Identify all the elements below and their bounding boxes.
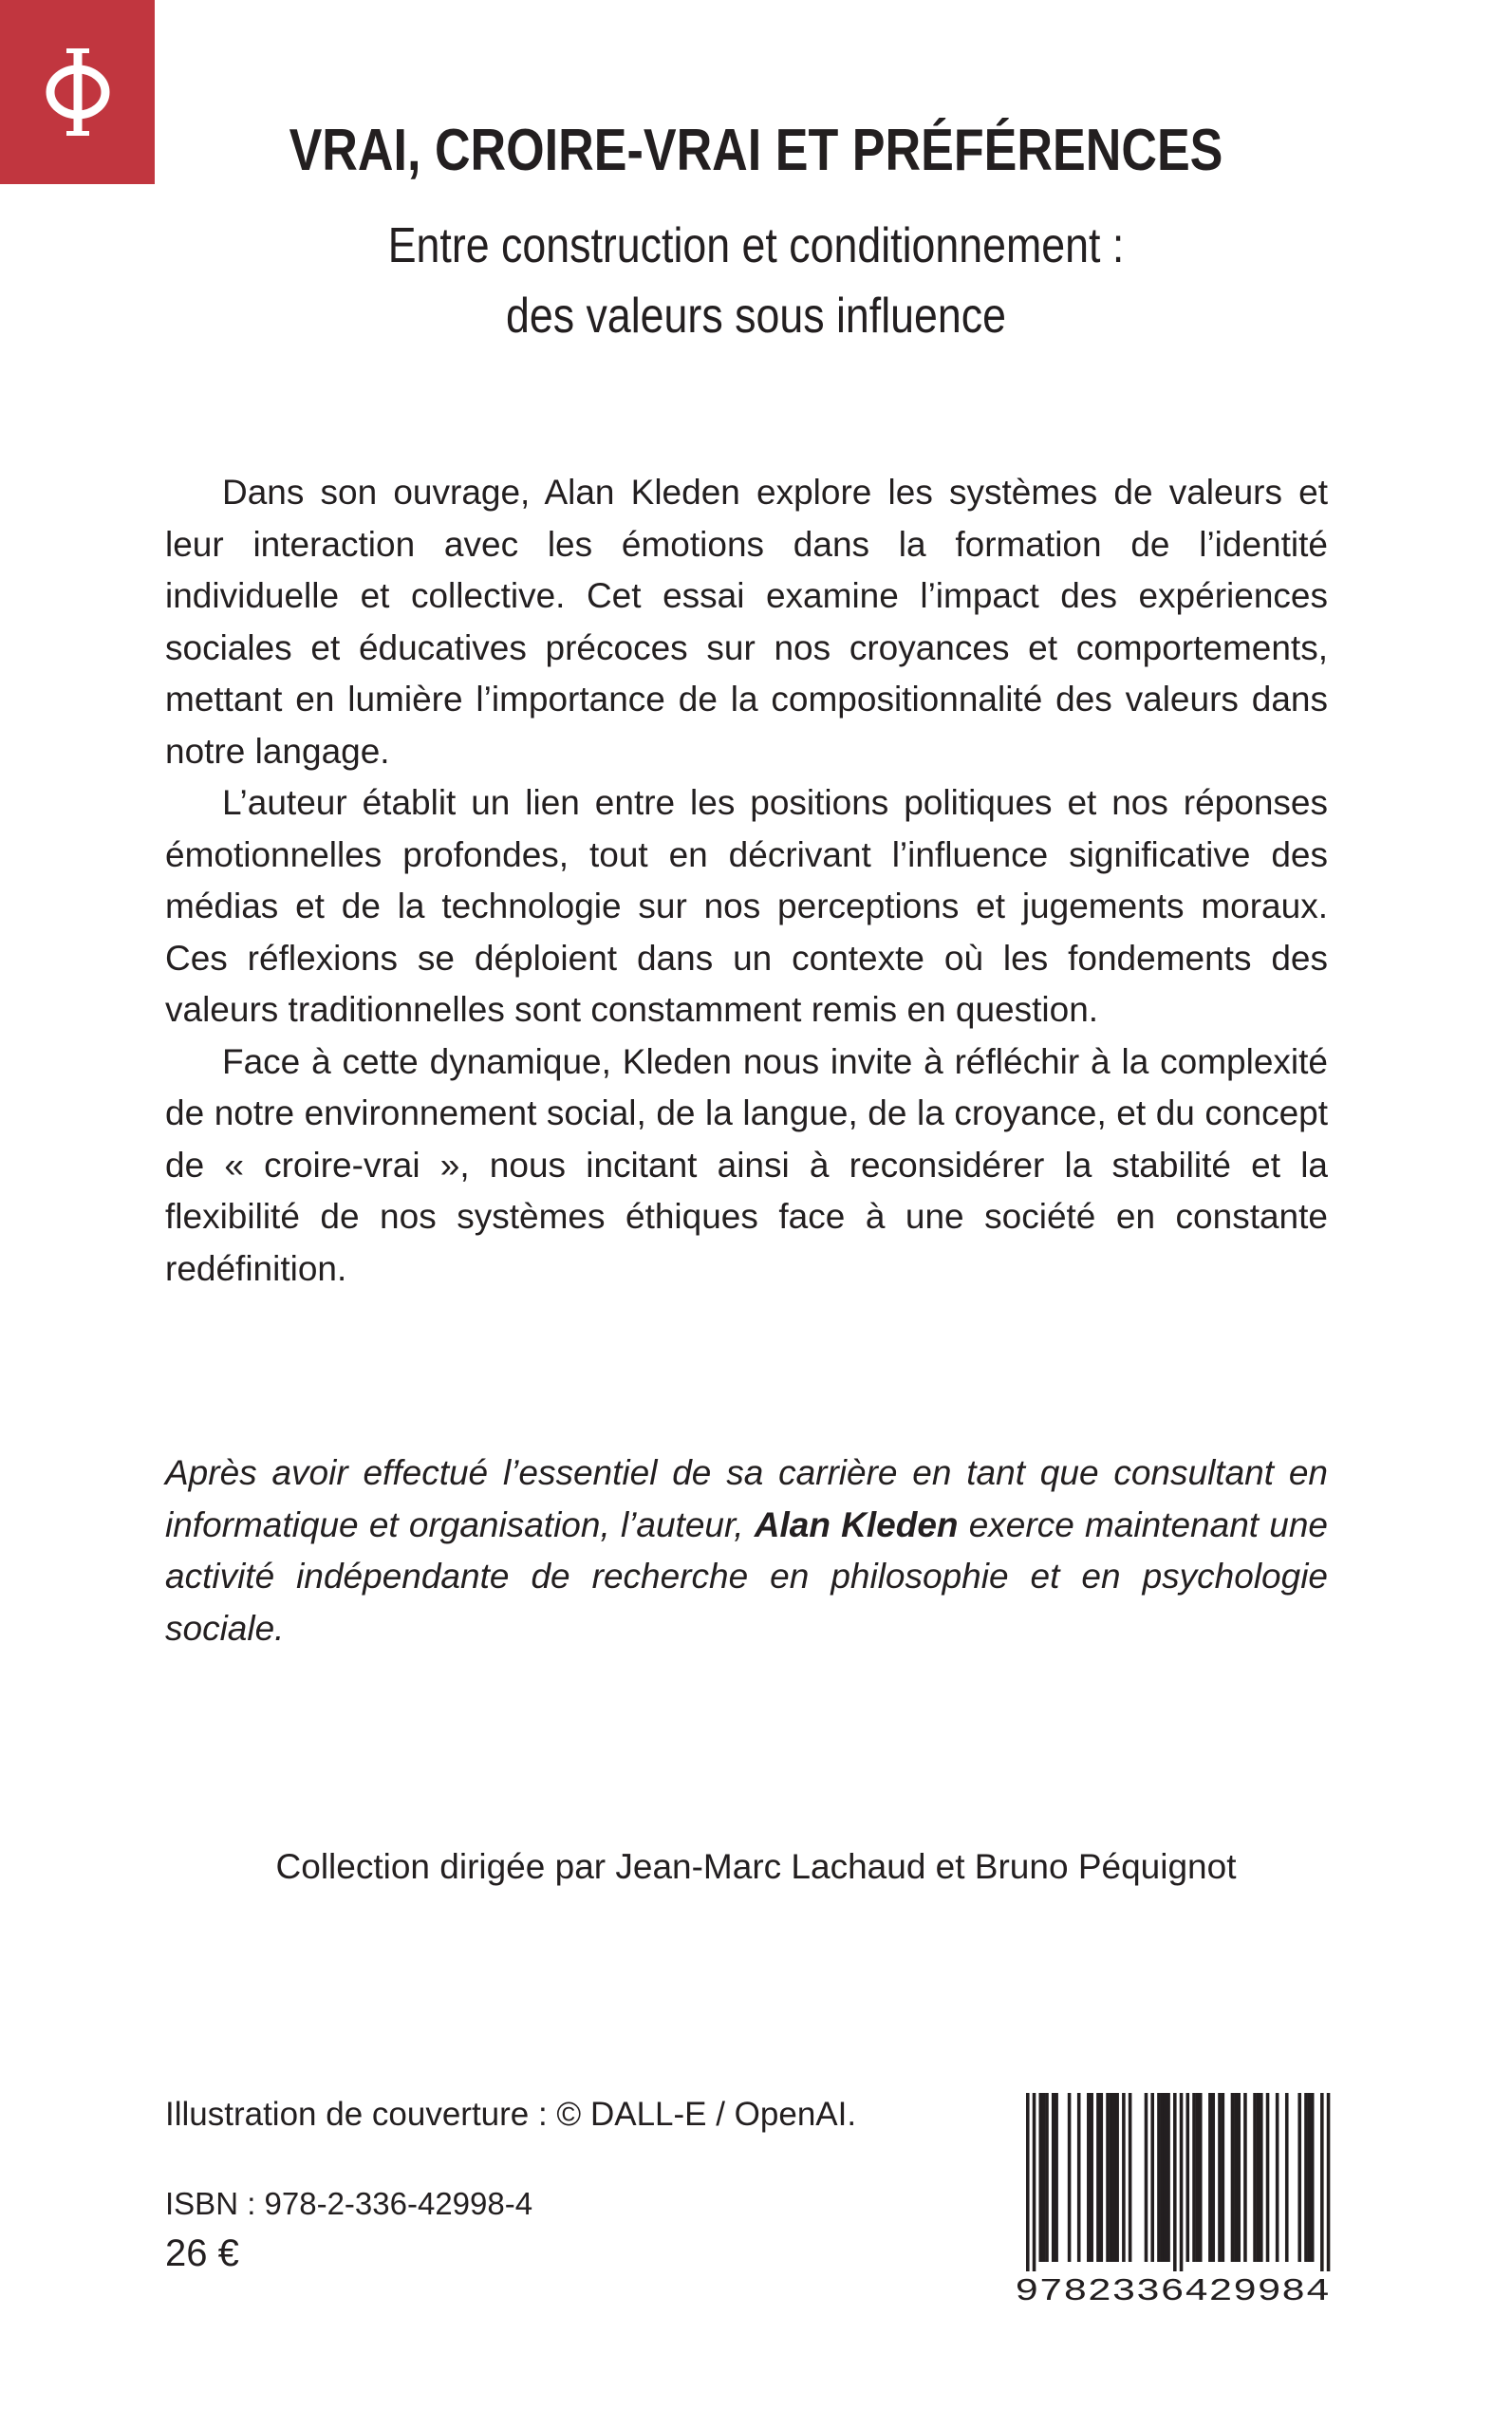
book-title: VRAI, CROIRE-VRAI ET PRÉFÉRENCES: [289, 118, 1223, 183]
barcode-bar: [1122, 2093, 1126, 2262]
barcode-bar: [1276, 2093, 1279, 2262]
isbn: ISBN : 978-2-336-42998-4: [165, 2186, 533, 2221]
barcode-bar: [1266, 2093, 1270, 2262]
barcode-bar: [1218, 2093, 1222, 2262]
barcode-bar: [1033, 2093, 1036, 2271]
summary: [165, 467, 1328, 1295]
barcode-bar: [1260, 2093, 1263, 2262]
barcode-bar: [1157, 2093, 1161, 2262]
cover-illustration-credit: Illustration de couverture : © DALL-E / OpenAI.: [165, 2096, 857, 2133]
barcode-bar: [1196, 2093, 1200, 2262]
barcode-bar: [1167, 2093, 1170, 2262]
barcode-bar: [1243, 2093, 1247, 2262]
barcode-bar: [1311, 2093, 1315, 2262]
barcode-bar: [1222, 2093, 1225, 2262]
barcode-bar: [1161, 2093, 1165, 2262]
barcode-bar: [1145, 2093, 1148, 2262]
barcode-bar: [1026, 2093, 1030, 2271]
barcode-bar: [1253, 2093, 1257, 2262]
barcode-bar: [1199, 2093, 1203, 2262]
barcode-bar: [1208, 2093, 1212, 2262]
barcode-bar: [1129, 2093, 1132, 2262]
barcode-bar: [1304, 2093, 1308, 2262]
barcode-bar: [1150, 2093, 1154, 2262]
book-subtitle-line-2: des valeurs sous influence: [505, 289, 1007, 344]
barcode-bar: [1096, 2093, 1100, 2262]
barcode-bar: [1327, 2093, 1331, 2271]
barcode-bar: [1087, 2093, 1091, 2262]
barcode-bar: [1308, 2093, 1312, 2262]
barcode: [1011, 2093, 1334, 2306]
barcode-bar: [1320, 2093, 1324, 2271]
summary-paragraph: Face à cette dynamique, Kleden nous invite à réfléchir à la complexité de notre environnement social, de la langue, de la croyance, et du concept de « croire-vrai », nous incitant ainsi à reconsidérer la stabilité et la flexibilité de nos systèmes éthiques face à une société en constante redéfinition.: [165, 1041, 1328, 1288]
barcode-bar: [1192, 2093, 1196, 2262]
barcode-bar: [1042, 2093, 1046, 2262]
phi-logo-icon: [35, 35, 121, 149]
summary-paragraph: L’auteur établit un lien entre les positions politiques et nos réponses émotionnelles profondes, tout en décrivant l’influence significative des médias et de la technologie sur nos perceptions et jugements moraux. Ces réflexions se déploient dans un contexte où les fondements des valeurs traditionnelles sont constamment remis en question.: [165, 783, 1328, 1029]
publisher-logo: [0, 0, 155, 184]
barcode-bar: [1068, 2093, 1072, 2262]
bio-text-before: Après avoir effectué l’essentiel de sa carrière en tant que consultant en informatique et organisation, l’auteur,: [165, 1453, 1328, 1544]
barcode-bar: [1038, 2093, 1042, 2262]
barcode-bar: [1164, 2093, 1167, 2262]
collection-credit: Collection dirigée par Jean-Marc Lachaud et Bruno Péquignot: [275, 1847, 1237, 1886]
book-subtitle-line-1: Entre construction et conditionnement :: [387, 218, 1125, 273]
author-name: Alan Kleden: [754, 1504, 959, 1544]
barcode-bar: [1237, 2093, 1241, 2262]
barcode-bars: [1026, 2093, 1330, 2271]
barcode-bar: [1231, 2093, 1235, 2262]
barcode-bar: [1285, 2093, 1289, 2262]
barcode-bar: [1052, 2093, 1055, 2262]
barcode-bar: [1090, 2093, 1093, 2262]
barcode-bar: [1100, 2093, 1104, 2262]
barcode-bar: [1045, 2093, 1049, 2262]
bio-text-after: exerce maintenant une activité indépendante de recherche en philosophie et en psychologie sociale.: [165, 1504, 1328, 1648]
barcode-bar: [1211, 2093, 1215, 2262]
barcode-bar: [1257, 2093, 1260, 2262]
barcode-bar: [1180, 2093, 1184, 2271]
barcode-bar: [1077, 2093, 1081, 2262]
barcode-bar: [1186, 2093, 1190, 2262]
summary-paragraph: Dans son ouvrage, Alan Kleden explore les systèmes de valeurs et leur interaction avec les émotions dans la formation de l’identité individuelle et collective. Cet essai examine l’impact des expériences sociales et éducatives précoces sur nos croyances et comportements, mettant en lumière l’importance de la compositionnalité des valeurs dans notre langage.: [165, 473, 1328, 771]
barcode-bar: [1173, 2093, 1177, 2271]
barcode-bar: [1297, 2093, 1301, 2262]
author-bio: [165, 1447, 1328, 1654]
barcode-bar: [1055, 2093, 1058, 2262]
barcode-bar: [1234, 2093, 1238, 2262]
price: 26 €: [165, 2232, 239, 2274]
barcode-bar: [1106, 2093, 1110, 2262]
barcode-bar: [1112, 2093, 1116, 2262]
barcode-bar: [1110, 2093, 1113, 2262]
barcode-bar: [1115, 2093, 1119, 2262]
barcode-digits: 9782336429984: [1015, 2274, 1330, 2306]
